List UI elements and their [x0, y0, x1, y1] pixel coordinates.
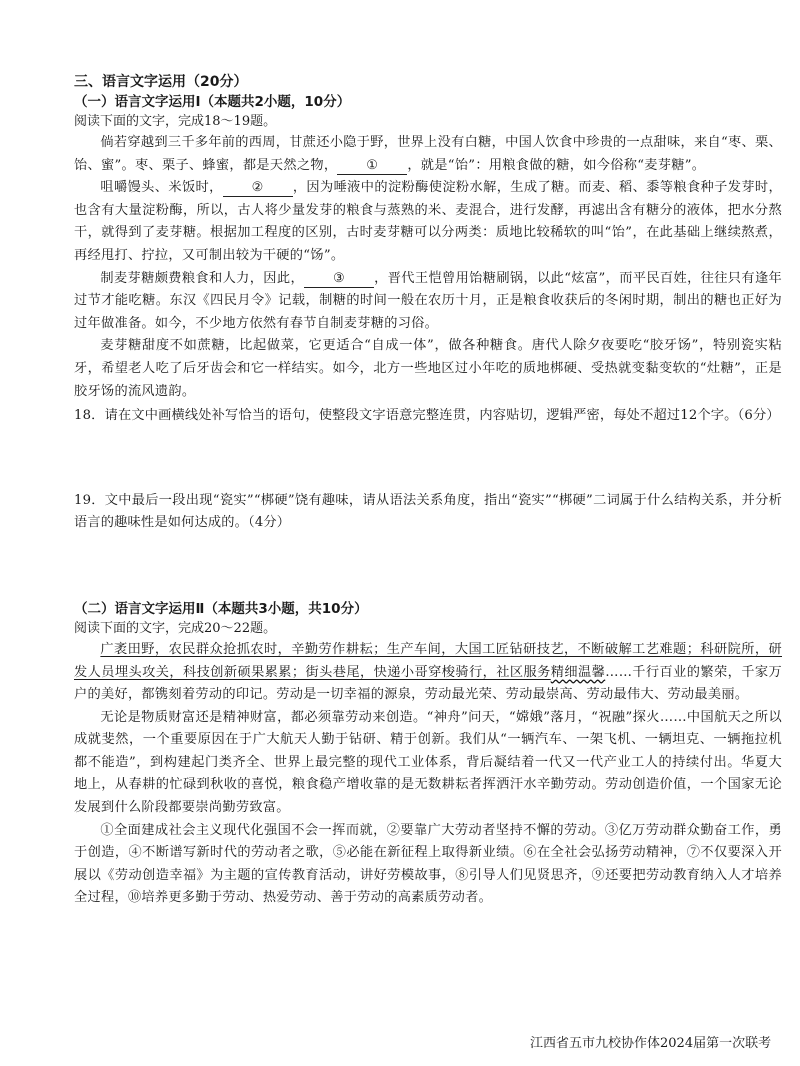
- passage1-paragraph-1: 倘若穿越到三千多年前的西周，甘蔗还小隐于野，世界上没有白糖，中国人饮食中珍贵的一点甜味，来自“枣、栗、饴、蜜”。枣、栗子、蜂蜜，都是天然之物， ① ，就是“饴”：用粮食做的糖，如今俗称“麦芽糖”。: [74, 135, 782, 173]
- section-title: 三、语言文字运用（20分）: [74, 74, 248, 90]
- question-18: 18．请在文中画横线处补写恰当的语句，使整段文字语意完整连贯，内容贴切，逻辑严密，每处不超过12个字。（6分）: [74, 408, 780, 424]
- passage2-paragraph-3: ①全面建成社会主义现代化强国不会一挥而就，②要靠广大劳动者坚持不懈的劳动。③亿万劳动群众勤奋工作，勇于创造，④不断谱写新时代的劳动者之歌，⑤必能在新征程上取得新业绩。⑥在全社会弘扬劳动精神，⑦不仅要深入开展以《劳动创造幸福》为主题的宣传教育活动，讲好劳模故事，⑧引导人们见贤思齐，⑨还要把劳动教育纳入人才培养全过程，⑩培养更多勤于劳动、热爱劳动、善于劳动的高素质劳动者。: [74, 822, 782, 906]
- answer-space-19: [74, 535, 782, 599]
- passage2-paragraph-2: 无论是物质财富还是精神财富，都必须靠劳动来创造。“神舟”问天，“嫦娥”落月，“祝融”探火……中国航天之所以成就斐然，一个重要原因在于广大航天人勤于钻研、精于创新。我们从“一辆汽车、一架飞机、一辆坦克、一辆拖拉机都不能造”，到构建起门类齐全、世界上最完整的现代工业体系，背后凝结着一代又一代产业工人的持续付出。华夏大地上，从春耕的忙碌到秋收的喜悦，粮食稳产增收靠的是无数耕耘者挥洒汗水辛勤劳动。劳动创造价值，一个国家无论发展到什么阶段都要崇尚勤劳致富。: [74, 709, 782, 816]
- answer-space-18: [74, 428, 782, 490]
- question-19: 19．文中最后一段出现“瓷实”“梆硬”饶有趣味，请从语法关系角度，指出“瓷实”“梆硬”二词属于什么结构关系，并分析语言的趣味性是如何达成的。（4分）: [74, 492, 782, 531]
- answer-blank-1[interactable]: ①: [337, 158, 407, 175]
- page-footer: 江西省五市九校协作体2024届第一次联考: [530, 1036, 772, 1051]
- part2-instruction: 阅读下面的文字，完成20～22题。: [74, 620, 277, 636]
- part1-instruction: 阅读下面的文字，完成18～19题。: [74, 114, 277, 129]
- passage1-paragraph-3: 制麦芽糖颇费粮食和人力，因此， ③ ，晋代王恺曾用饴糖刷锅，以此“炫富”，而平民百姓，往往只有逢年过节才能吃糖。东汉《四民月令》记载，制糖的时间一般在农历十月，正是粮食收获后的冬闲时期，制出的糖也正好为过年做准备。如今，不少地方依然有春节自制麦芽糖的习俗。: [74, 270, 783, 331]
- wavy-underlined-phrase: 精细温馨: [550, 664, 606, 680]
- part1-title: （一）语言文字运用Ⅰ（本题共2小题，10分）: [74, 94, 351, 110]
- passage1-paragraph-4: 麦芽糖甜度不如蔗糖，比起做菜，它更适合“自成一体”，做各种糖食。唐代人除夕夜要吃“胶牙饧”，特别瓷实粘牙，希望老人吃了后牙齿会和它一样结实。如今，北方一些地区过小年吃的质地梆硬、受热就变黏变软的“灶糖”，正是胶牙饧的流风遗韵。: [74, 338, 782, 399]
- answer-blank-3[interactable]: ③: [304, 271, 374, 288]
- answer-blank-2[interactable]: ②: [223, 180, 293, 197]
- passage1-paragraph-2: 咀嚼馒头、米饭时， ② ，因为唾液中的淀粉酶使淀粉水解，生成了糖。而麦、稻、黍等粮食种子发芽时，也含有大量淀粉酶，所以，古人将少量发芽的粮食与蒸熟的米、麦混合，进行发酵，再滤出含有糖分的液体，把水分熬干，就得到了麦芽糖。根据加工程度的区别，古时麦芽糖可以分两类：质地比较稀软的叫“饴”，在此基础上继续熬煮，再经甩打、拧拉，又可制出较为干硬的“饧”。: [74, 180, 783, 263]
- exam-page: [74, 72, 782, 910]
- part2-title: （二）语言文字运用Ⅱ（本题共3小题，共10分）: [74, 600, 368, 617]
- passage2-paragraph-1: 广袤田野，农民群众抢抓农时，辛勤劳作耕耘；生产车间，大国工匠钻研技艺，不断破解工艺难题；科研院所，研发人员埋头攻关，科技创新硕果累累；街头巷尾，快递小哥穿梭骑行，社区服务精细温馨……千行百业的繁荣，千家万户的美好，都镌刻着劳动的印记。劳动是一切幸福的源泉，劳动最光荣、劳动最崇高、劳动最伟大、劳动最美丽。: [74, 641, 783, 703]
- underlined-sentence: 广袤田野，农民群众抢抓农时，辛勤劳作耕耘；生产车间，大国工匠钻研技艺，不断破解工艺难题；科研院所，研发人员埋头攻关，科技创新硕果累累；街头巷尾，快递小哥穿梭骑行，社区服务: [74, 641, 782, 680]
